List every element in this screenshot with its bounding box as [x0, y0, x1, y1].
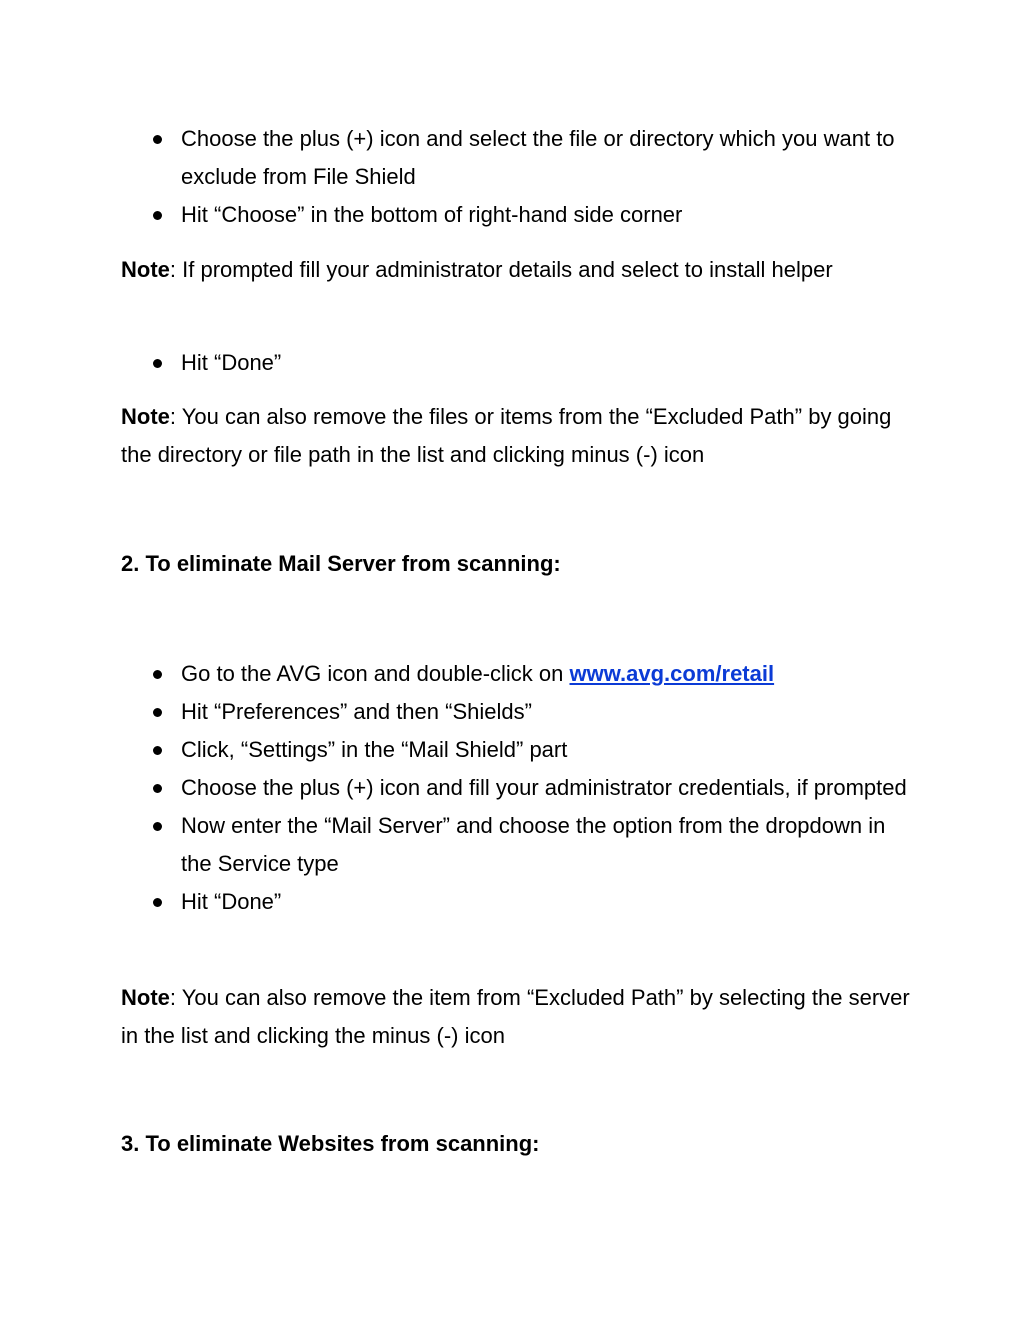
list-item-text: Now enter the “Mail Server” and choose the option from the dropdown in the Service type	[181, 813, 886, 876]
section1-done-list	[121, 344, 911, 382]
bullet-icon	[153, 359, 162, 368]
section2-bullet-list	[121, 655, 911, 921]
bullet-icon	[153, 784, 162, 793]
list-item	[121, 344, 911, 382]
list-item	[121, 731, 911, 769]
note-paragraph	[121, 398, 911, 474]
list-item-text: Hit “Choose” in the bottom of right-hand side corner	[181, 202, 683, 227]
list-item-text: Choose the plus (+) icon and select the file or directory which you want to exclude from File Shield	[181, 126, 895, 189]
note-label: Note	[121, 257, 170, 282]
list-item-text: Hit “Done”	[181, 889, 282, 914]
list-item	[121, 807, 911, 883]
note-text: : You can also remove the item from “Excluded Path” by selecting the server in the list and clicking the minus (-) icon	[121, 985, 910, 1048]
bullet-icon	[153, 822, 162, 831]
bullet-icon	[153, 670, 162, 679]
list-item	[121, 769, 911, 807]
note-label: Note	[121, 404, 170, 429]
bullet-icon	[153, 898, 162, 907]
section-heading	[121, 1125, 911, 1163]
note-paragraph	[121, 979, 911, 1055]
note-paragraph	[121, 251, 911, 289]
list-item-text: Go to the AVG icon and double-click on	[181, 661, 570, 686]
list-item	[121, 655, 911, 693]
note-text: : You can also remove the files or items from the “Excluded Path” by going the directory or file path in the list and clicking minus (-) icon	[121, 404, 892, 467]
list-item-text: Hit “Preferences” and then “Shields”	[181, 699, 532, 724]
list-item	[121, 120, 911, 196]
bullet-icon	[153, 708, 162, 717]
list-item-text: Hit “Done”	[181, 350, 282, 375]
list-item	[121, 196, 911, 234]
section-heading	[121, 545, 911, 583]
bullet-icon	[153, 211, 162, 220]
list-item	[121, 693, 911, 731]
section1-bullet-list	[121, 120, 911, 234]
avg-retail-link[interactable]: www.avg.com/retail	[569, 661, 775, 686]
list-item	[121, 883, 911, 921]
list-item-text: Click, “Settings” in the “Mail Shield” part	[181, 737, 568, 762]
heading-websites: 3. To eliminate Websites from scanning:	[121, 1131, 540, 1156]
bullet-icon	[153, 746, 162, 755]
note-label: Note	[121, 985, 170, 1010]
heading-mail-server: 2. To eliminate Mail Server from scanning:	[121, 551, 561, 576]
list-item-text: Choose the plus (+) icon and fill your administrator credentials, if prompted	[181, 775, 907, 800]
note-text: : If prompted fill your administrator details and select to install helper	[169, 257, 833, 282]
bullet-icon	[153, 135, 162, 144]
